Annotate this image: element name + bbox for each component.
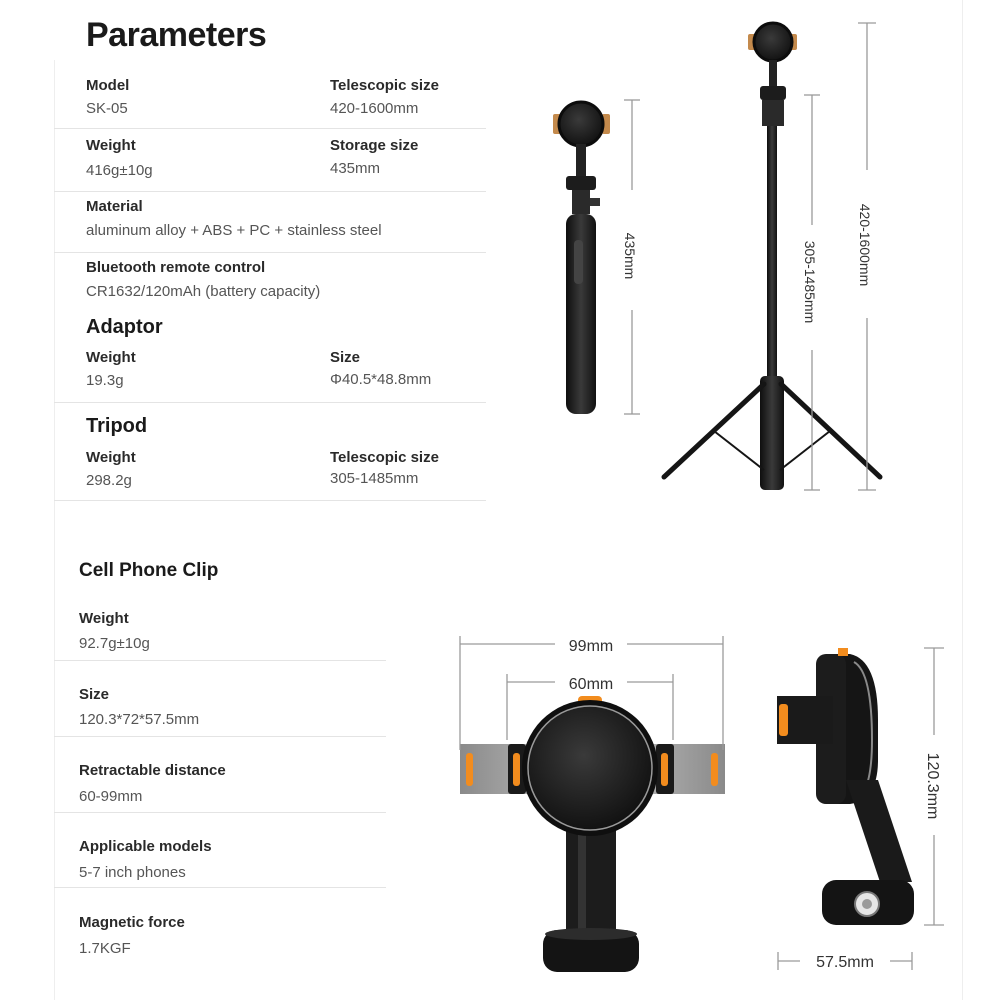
left-border [54,60,55,1000]
tripod-telescopic-label: Telescopic size [330,449,439,466]
stick-height-dimension [624,100,640,414]
divider [54,128,486,129]
tripod-range-label: 305-1485mm [802,240,818,324]
clip-outer-width-label: 99mm [568,638,614,655]
phone-clip-front-image [460,696,725,972]
full-range-dimension [858,23,876,490]
adaptor-weight-label: Weight [86,349,136,366]
stick-height-label: 435mm [622,232,638,280]
model-label: Model [86,77,130,94]
bluetooth-label: Bluetooth remote control [86,259,266,276]
adaptor-size-value: Φ40.5*48.8mm [330,371,432,388]
clip-models-value: 5-7 inch phones [79,864,186,881]
model-value: SK-05 [86,100,128,117]
clip-weight-value: 92.7g±10g [79,635,150,652]
clip-models-label: Applicable models [79,838,212,855]
page-title: Parameters [86,16,267,54]
divider [54,402,486,403]
clip-inner-width-label: 60mm [568,676,614,693]
storage-size-value: 435mm [330,160,381,177]
clip-height-label: 120.3mm [924,752,941,820]
clip-weight-label: Weight [79,610,129,627]
clip-size-label: Size [79,686,110,703]
weight-label: Weight [86,137,136,154]
tripod-range-dimension [804,95,820,490]
material-value: aluminum alloy + ABS + PC + stainless steel [86,222,382,239]
clip-heading: Cell Phone Clip [79,560,219,581]
tripod-telescopic-value: 305-1485mm [330,470,419,487]
clip-force-label: Magnetic force [79,914,185,931]
right-border [962,0,963,1000]
divider [54,191,486,192]
clip-depth-label: 57.5mm [816,954,874,971]
tripod-image [664,23,880,490]
storage-size-label: Storage size [330,137,419,154]
adaptor-heading: Adaptor [86,316,163,338]
clip-depth-dimension [778,952,912,970]
clip-force-value: 1.7KGF [79,940,131,957]
bluetooth-value: CR1632/120mAh (battery capacity) [86,283,321,300]
telescopic-size-value: 420-1600mm [330,100,419,117]
telescopic-size-label: Telescopic size [330,77,439,94]
tripod-heading: Tripod [86,415,148,437]
divider [54,887,386,888]
full-range-label: 420-1600mm [857,203,873,287]
clip-height-dimension [924,648,944,925]
clip-retract-label: Retractable distance [79,762,226,779]
tripod-weight-value: 298.2g [86,472,132,489]
clip-retract-value: 60-99mm [79,788,143,805]
tripod-weight-label: Weight [86,449,136,466]
adaptor-size-label: Size [330,349,361,366]
clip-width-dimension [460,636,723,750]
weight-value: 416g±10g [86,162,153,179]
phone-clip-side-image [777,648,914,925]
divider [54,736,386,737]
material-label: Material [86,198,143,215]
divider [54,500,486,501]
selfie-stick-image [553,102,610,414]
divider [54,812,386,813]
adaptor-weight-value: 19.3g [86,372,124,389]
clip-size-value: 120.3*72*57.5mm [79,711,200,728]
divider [54,660,386,661]
divider [54,252,486,253]
